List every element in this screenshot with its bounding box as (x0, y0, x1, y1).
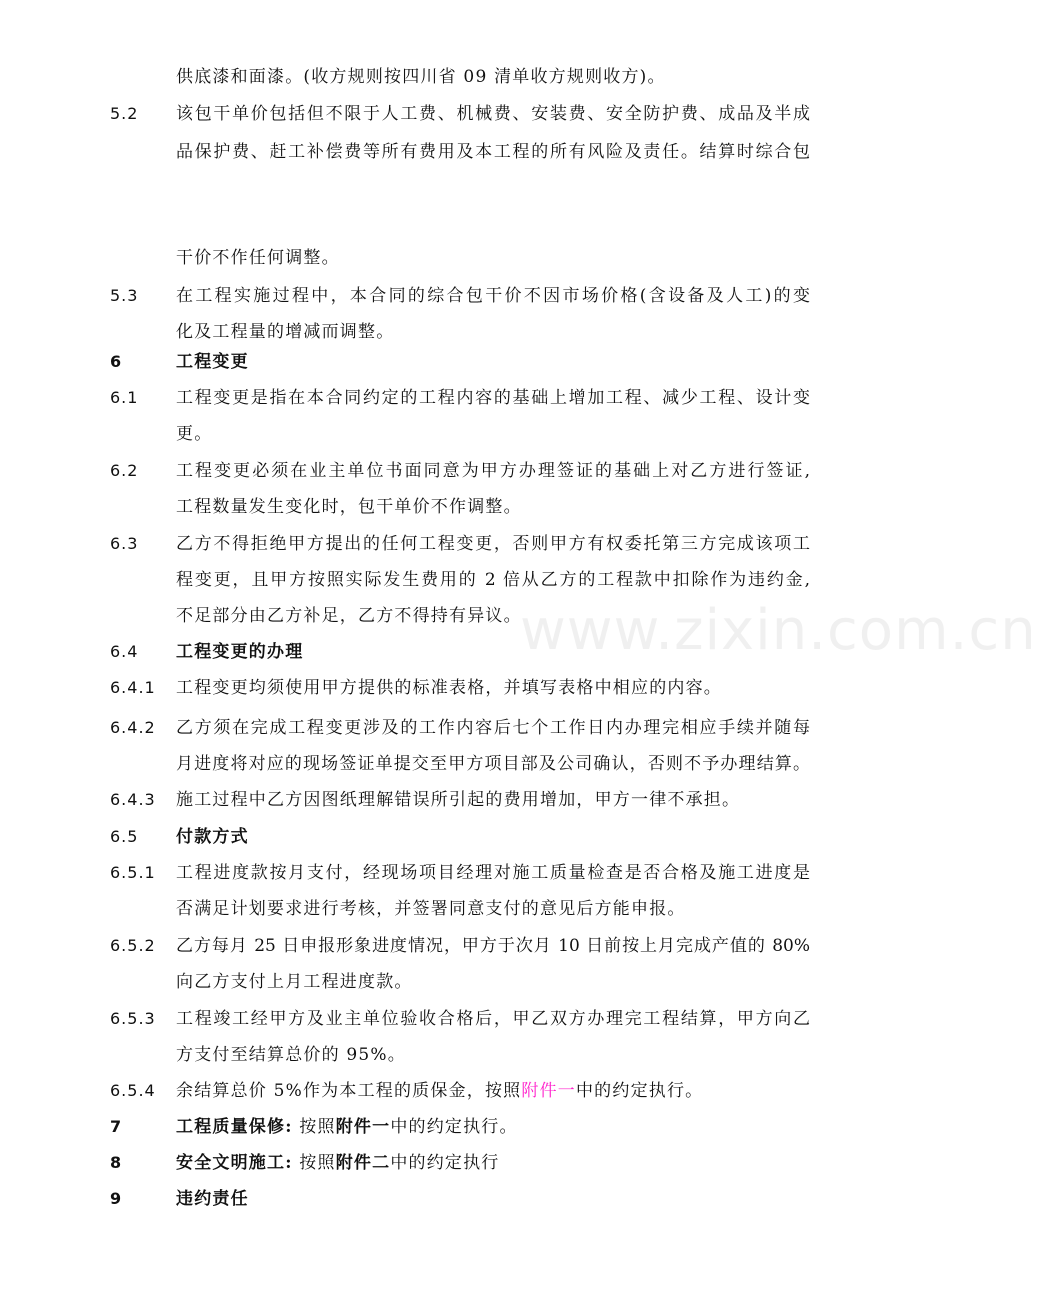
paragraph-line (0, 243, 920, 273)
text-after: 中的约定执行。 (575, 1081, 704, 1101)
clause-6-1 (0, 383, 920, 413)
clause-5-3 (0, 281, 920, 311)
line-text (176, 1076, 703, 1106)
section-number: 9 (110, 1189, 123, 1208)
clause-6-4-1 (0, 673, 920, 703)
clause-6-3 (0, 529, 920, 559)
clause-6-4-2 (0, 713, 920, 743)
clause-title: 付款方式 (176, 827, 249, 847)
section-title: 违约责任 (176, 1189, 249, 1209)
line-text: 工程数量发生变化时，包干单价不作调整。 (176, 497, 522, 517)
line-text: 更。 (176, 424, 213, 444)
text-before: 余结算总价 5%作为本工程的质保金，按照 (176, 1081, 522, 1101)
section-9-heading (0, 1184, 920, 1214)
section-6-heading (0, 347, 920, 377)
clause-number: 6.5.3 (110, 1009, 156, 1028)
section-8-heading (0, 1148, 920, 1178)
section-number: 7 (110, 1117, 123, 1136)
line-text: 程变更，且甲方按照实际发生费用的 2 倍从乙方的工程款中扣除作为违约金, (176, 570, 810, 590)
text-mid: 按照 (292, 1153, 336, 1173)
clause-6-2 (0, 456, 920, 486)
clause-number: 6.3 (110, 534, 139, 553)
attachment-link: 附件一 (521, 1081, 576, 1101)
line-text (176, 1148, 500, 1178)
line-text: 不足部分由乙方补足，乙方不得持有异议。 (176, 606, 522, 626)
paragraph-line (0, 894, 920, 924)
clause-number: 6.4.2 (110, 718, 156, 737)
line-text (176, 1112, 518, 1142)
paragraph-line (0, 419, 920, 449)
clause-number: 6.2 (110, 461, 139, 480)
line-text: 该包干单价包括但不限于人工费、机械费、安装费、安全防护费、成品及半成 (176, 104, 810, 124)
clause-number: 5.2 (110, 104, 139, 123)
line-text: 品保护费、赶工补偿费等所有费用及本工程的所有风险及责任。结算时综合包 (176, 142, 810, 162)
watermark: www.zixin.com.cn (520, 598, 1037, 663)
line-text: 否满足计划要求进行考核，并签署同意支付的意见后方能申报。 (176, 899, 686, 919)
clause-6-5-2 (0, 931, 920, 961)
clause-number: 5.3 (110, 286, 139, 305)
line-text: 向乙方支付上月工程进度款。 (176, 972, 413, 992)
line-text: 工程竣工经甲方及业主单位验收合格后，甲乙双方办理完工程结算，甲方向乙 (176, 1009, 810, 1029)
clause-6-5-3 (0, 1004, 920, 1034)
clause-number: 6.1 (110, 388, 139, 407)
text-after: 中的约定执行 (390, 1153, 500, 1173)
clause-number: 6.5.4 (110, 1081, 156, 1100)
paragraph-line (0, 601, 920, 631)
paragraph-line (0, 565, 920, 595)
clause-5-2 (0, 99, 920, 129)
paragraph-line (0, 62, 920, 92)
section-7-heading (0, 1112, 920, 1142)
attachment-ref: 附件二 (335, 1153, 391, 1173)
line-text: 方支付至结算总价的 95%。 (176, 1045, 406, 1065)
clause-number: 6.5.2 (110, 936, 156, 955)
line-text: 乙方每月 25 日申报形象进度情况，甲方于次月 10 日前按上月完成产值的 80% (176, 936, 810, 956)
line-text: 在工程实施过程中，本合同的综合包干价不因市场价格(含设备及人工)的变 (176, 286, 810, 306)
paragraph-line (0, 749, 920, 779)
paragraph-line (0, 967, 920, 997)
line-text: 乙方不得拒绝甲方提出的任何工程变更，否则甲方有权委托第三方完成该项工 (176, 534, 810, 554)
line-text: 工程变更是指在本合同约定的工程内容的基础上增加工程、减少工程、设计变 (176, 388, 810, 408)
clause-6-5-4 (0, 1076, 920, 1106)
text-mid: 按照 (292, 1117, 336, 1137)
paragraph-line (0, 137, 920, 167)
line-text: 工程变更必须在业主单位书面同意为甲方办理签证的基础上对乙方进行签证, (176, 461, 810, 481)
clause-number: 6.4 (110, 642, 139, 661)
clause-title: 工程变更的办理 (176, 642, 304, 662)
paragraph-line (0, 492, 920, 522)
paragraph-line (0, 1040, 920, 1070)
section-title: 工程变更 (176, 352, 249, 372)
section-title: 工程质量保修: (176, 1117, 293, 1137)
clause-number: 6.5.1 (110, 863, 156, 882)
clause-6-4-3 (0, 785, 920, 815)
attachment-ref: 附件一 (335, 1117, 391, 1137)
paragraph-line (0, 317, 920, 347)
line-text: 干价不作任何调整。 (176, 248, 340, 268)
line-text: 工程进度款按月支付，经现场项目经理对施工质量检查是否合格及施工进度是 (176, 863, 810, 883)
section-title: 安全文明施工: (176, 1153, 293, 1173)
clause-number: 6.5 (110, 827, 139, 846)
clause-6-5-heading (0, 822, 920, 852)
line-text: 化及工程量的增减而调整。 (176, 322, 395, 342)
clause-6-4-heading (0, 637, 920, 667)
line-text: 月进度将对应的现场签证单提交至甲方项目部及公司确认，否则不予办理结算。 (176, 754, 810, 774)
line-text: 工程变更均须使用甲方提供的标准表格，并填写表格中相应的内容。 (176, 678, 722, 698)
line-text: 施工过程中乙方因图纸理解错误所引起的费用增加，甲方一律不承担。 (176, 790, 741, 810)
section-number: 6 (110, 352, 123, 371)
line-text: 乙方须在完成工程变更涉及的工作内容后七个工作日内办理完相应手续并随每 (176, 718, 810, 738)
text-after: 中的约定执行。 (390, 1117, 518, 1137)
line-text: 供底漆和面漆。(收方规则按四川省 09 清单收方规则收方)。 (176, 67, 666, 87)
section-number: 8 (110, 1153, 123, 1172)
clause-number: 6.4.3 (110, 790, 156, 809)
clause-number: 6.4.1 (110, 678, 156, 697)
clause-6-5-1 (0, 858, 920, 888)
